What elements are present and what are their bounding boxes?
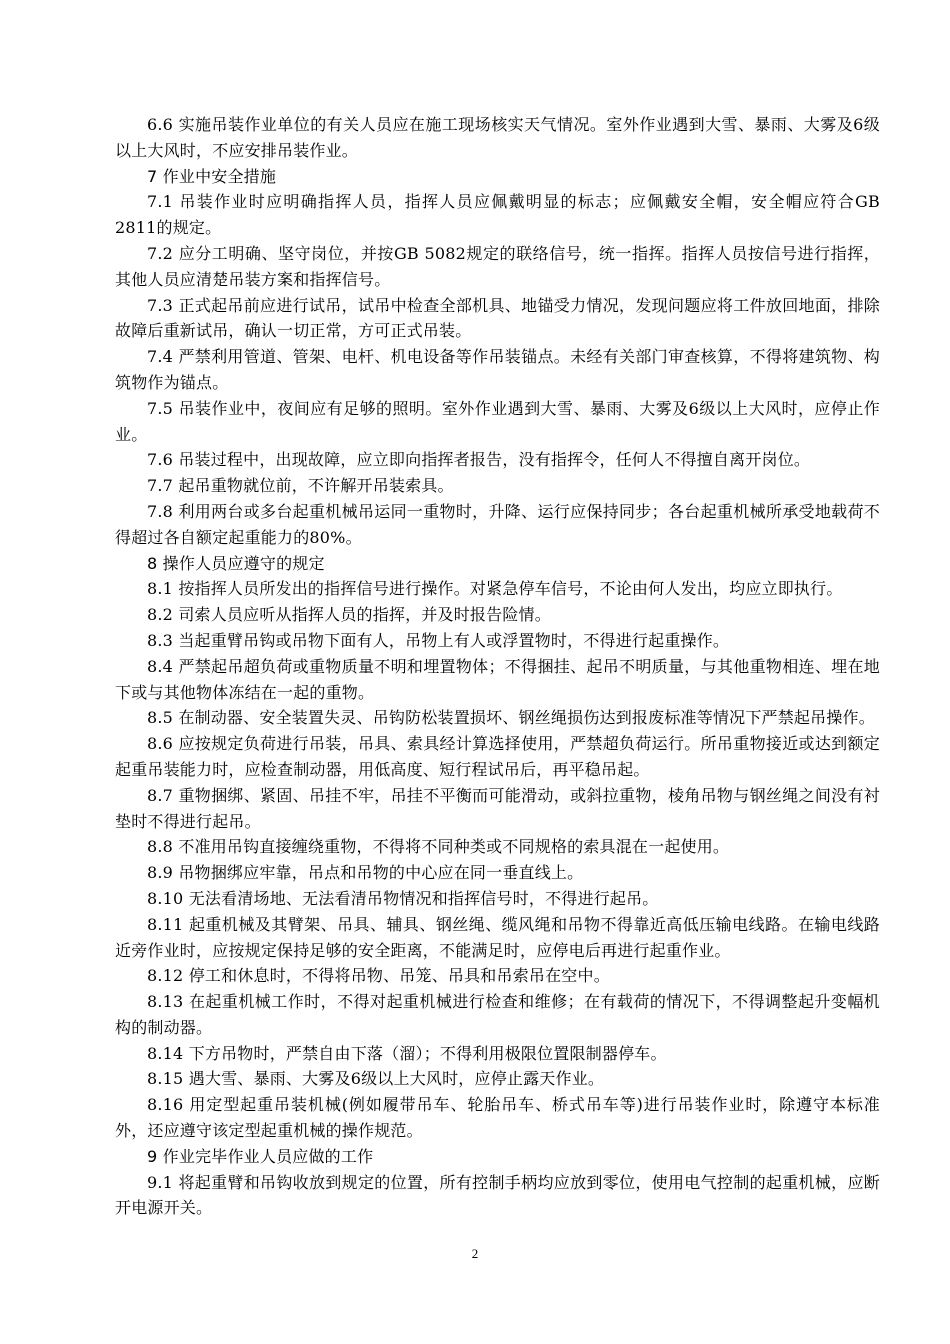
paragraph-7-4: 7.4 严禁利用管道、管架、电杆、机电设备等作吊装锚点。未经有关部门审查核算，不得将建筑物、构筑物作为锚点。	[115, 347, 880, 392]
paragraph-9-1: 9.1 将起重臂和吊钩收放到规定的位置，所有控制手柄均应放到零位，使用电气控制的起重机械，应断开电源开关。	[115, 1172, 880, 1218]
paragraph-8-2: 8.2 司索人员应听从指挥人员的指挥，并及时报告险情。	[147, 605, 551, 625]
paragraph-8-14: 8.14 下方吊物时，严禁自由下落（溜）；不得利用极限位置限制器停车。	[147, 1043, 667, 1063]
paragraph-8-15: 8.15 遇大雪、暴雨、大雾及6级以上大风时，应停止露天作业。	[147, 1069, 605, 1089]
paragraph-8-7: 8.7 重物捆绑、紧固、吊挂不牢，吊挂不平衡而可能滑动，或斜拉重物，棱角吊物与钢丝绳之间没有衬垫时不得进行起吊。	[115, 785, 880, 831]
paragraph-7-5: 7.5 吊装作业中，夜间应有足够的照明。室外作业遇到大雪、暴雨、大雾及6级以上大风时，应停止作业。	[115, 398, 880, 444]
paragraph-7-3: 7.3 正式起吊前应进行试吊，试吊中检查全部机具、地锚受力情况，发现问题应将工件放回地面，排除故障后重新试吊，确认一切正常，方可正式吊装。	[115, 295, 880, 341]
section-heading-7: 7 作业中安全措施	[147, 166, 277, 186]
paragraph-8-12: 8.12 停工和休息时，不得将吊物、吊笼、吊具和吊索吊在空中。	[147, 966, 610, 986]
paragraph-8-4: 8.4 严禁起吊超负荷或重物质量不明和埋置物体；不得捆挂、起吊不明质量，与其他重物相连、埋在地下或与其他物体冻结在一起的重物。	[115, 656, 880, 702]
paragraph-7-2: 7.2 应分工明确、坚守岗位，并按GB 5082规定的联络信号，统一指挥。指挥人员按信号进行指挥，其他人员应清楚吊装方案和指挥信号。	[115, 243, 880, 289]
paragraph-8-1: 8.1 按指挥人员所发出的指挥信号进行操作。对紧急停车信号，不论由何人发出，均应立即执行。	[147, 579, 843, 599]
document-body	[115, 112, 880, 1221]
paragraph-8-8: 8.8 不准用吊钩直接缠绕重物，不得将不同种类或不同规格的索具混在一起使用。	[147, 837, 730, 857]
paragraph-8-16: 8.16 用定型起重吊装机械(例如履带吊车、轮胎吊车、桥式吊车等)进行吊装作业时，除遵守本标准外，还应遵守该定型起重机械的操作规范。	[115, 1095, 880, 1141]
paragraph-7-8: 7.8 利用两台或多台起重机械吊运同一重物时，升降、运行应保持同步；各台起重机械所承受地载荷不得超过各自额定起重能力的80%。	[115, 501, 880, 547]
paragraph-8-9: 8.9 吊物捆绑应牢靠，吊点和吊物的中心应在同一垂直线上。	[147, 863, 584, 883]
paragraph-7-7: 7.7 起吊重物就位前，不许解开吊装索具。	[147, 476, 454, 496]
paragraph-8-10: 8.10 无法看清场地、无法看清吊物情况和指挥信号时，不得进行起吊。	[147, 888, 659, 908]
paragraph-8-5: 8.5 在制动器、安全装置失灵、吊钩防松装置损坏、钢丝绳损伤达到报废标准等情况下严禁起吊操作。	[147, 708, 875, 728]
paragraph-8-6: 8.6 应按规定负荷进行吊装，吊具、索具经计算选择使用，严禁超负荷运行。所吊重物接近或达到额定起重吊装能力时，应检查制动器，用低高度、短行程试吊后，再平稳吊起。	[115, 734, 880, 779]
section-heading-8: 8 操作人员应遵守的规定	[147, 553, 325, 573]
section-heading-9: 9 作业完毕作业人员应做的工作	[147, 1146, 374, 1166]
paragraph-7-1: 7.1 吊装作业时应明确指挥人员，指挥人员应佩戴明显的标志；应佩戴安全帽，安全帽应符合GB 2811的规定。	[115, 192, 880, 238]
paragraph-7-6: 7.6 吊装过程中，出现故障，应立即向指挥者报告，没有指挥令，任何人不得擅自离开岗位。	[147, 450, 811, 470]
paragraph-8-13: 8.13 在起重机械工作时，不得对起重机械进行检查和维修；在有载荷的情况下，不得调整起升变幅机构的制动器。	[115, 992, 880, 1037]
page-number: 2	[471, 1246, 479, 1261]
paragraph-8-11: 8.11 起重机械及其臂架、吊具、辅具、钢丝绳、缆风绳和吊物不得靠近高低压输电线路。在输电线路近旁作业时，应按规定保持足够的安全距离，不能满足时，应停电后再进行起重作业。	[115, 914, 880, 960]
paragraph-8-3: 8.3 当起重臂吊钩或吊物下面有人，吊物上有人或浮置物时，不得进行起重操作。	[147, 630, 730, 650]
paragraph-6-6: 6.6 实施吊装作业单位的有关人员应在施工现场核实天气情况。室外作业遇到大雪、暴雨、大雾及6级以上大风时，不应安排吊装作业。	[115, 115, 880, 160]
